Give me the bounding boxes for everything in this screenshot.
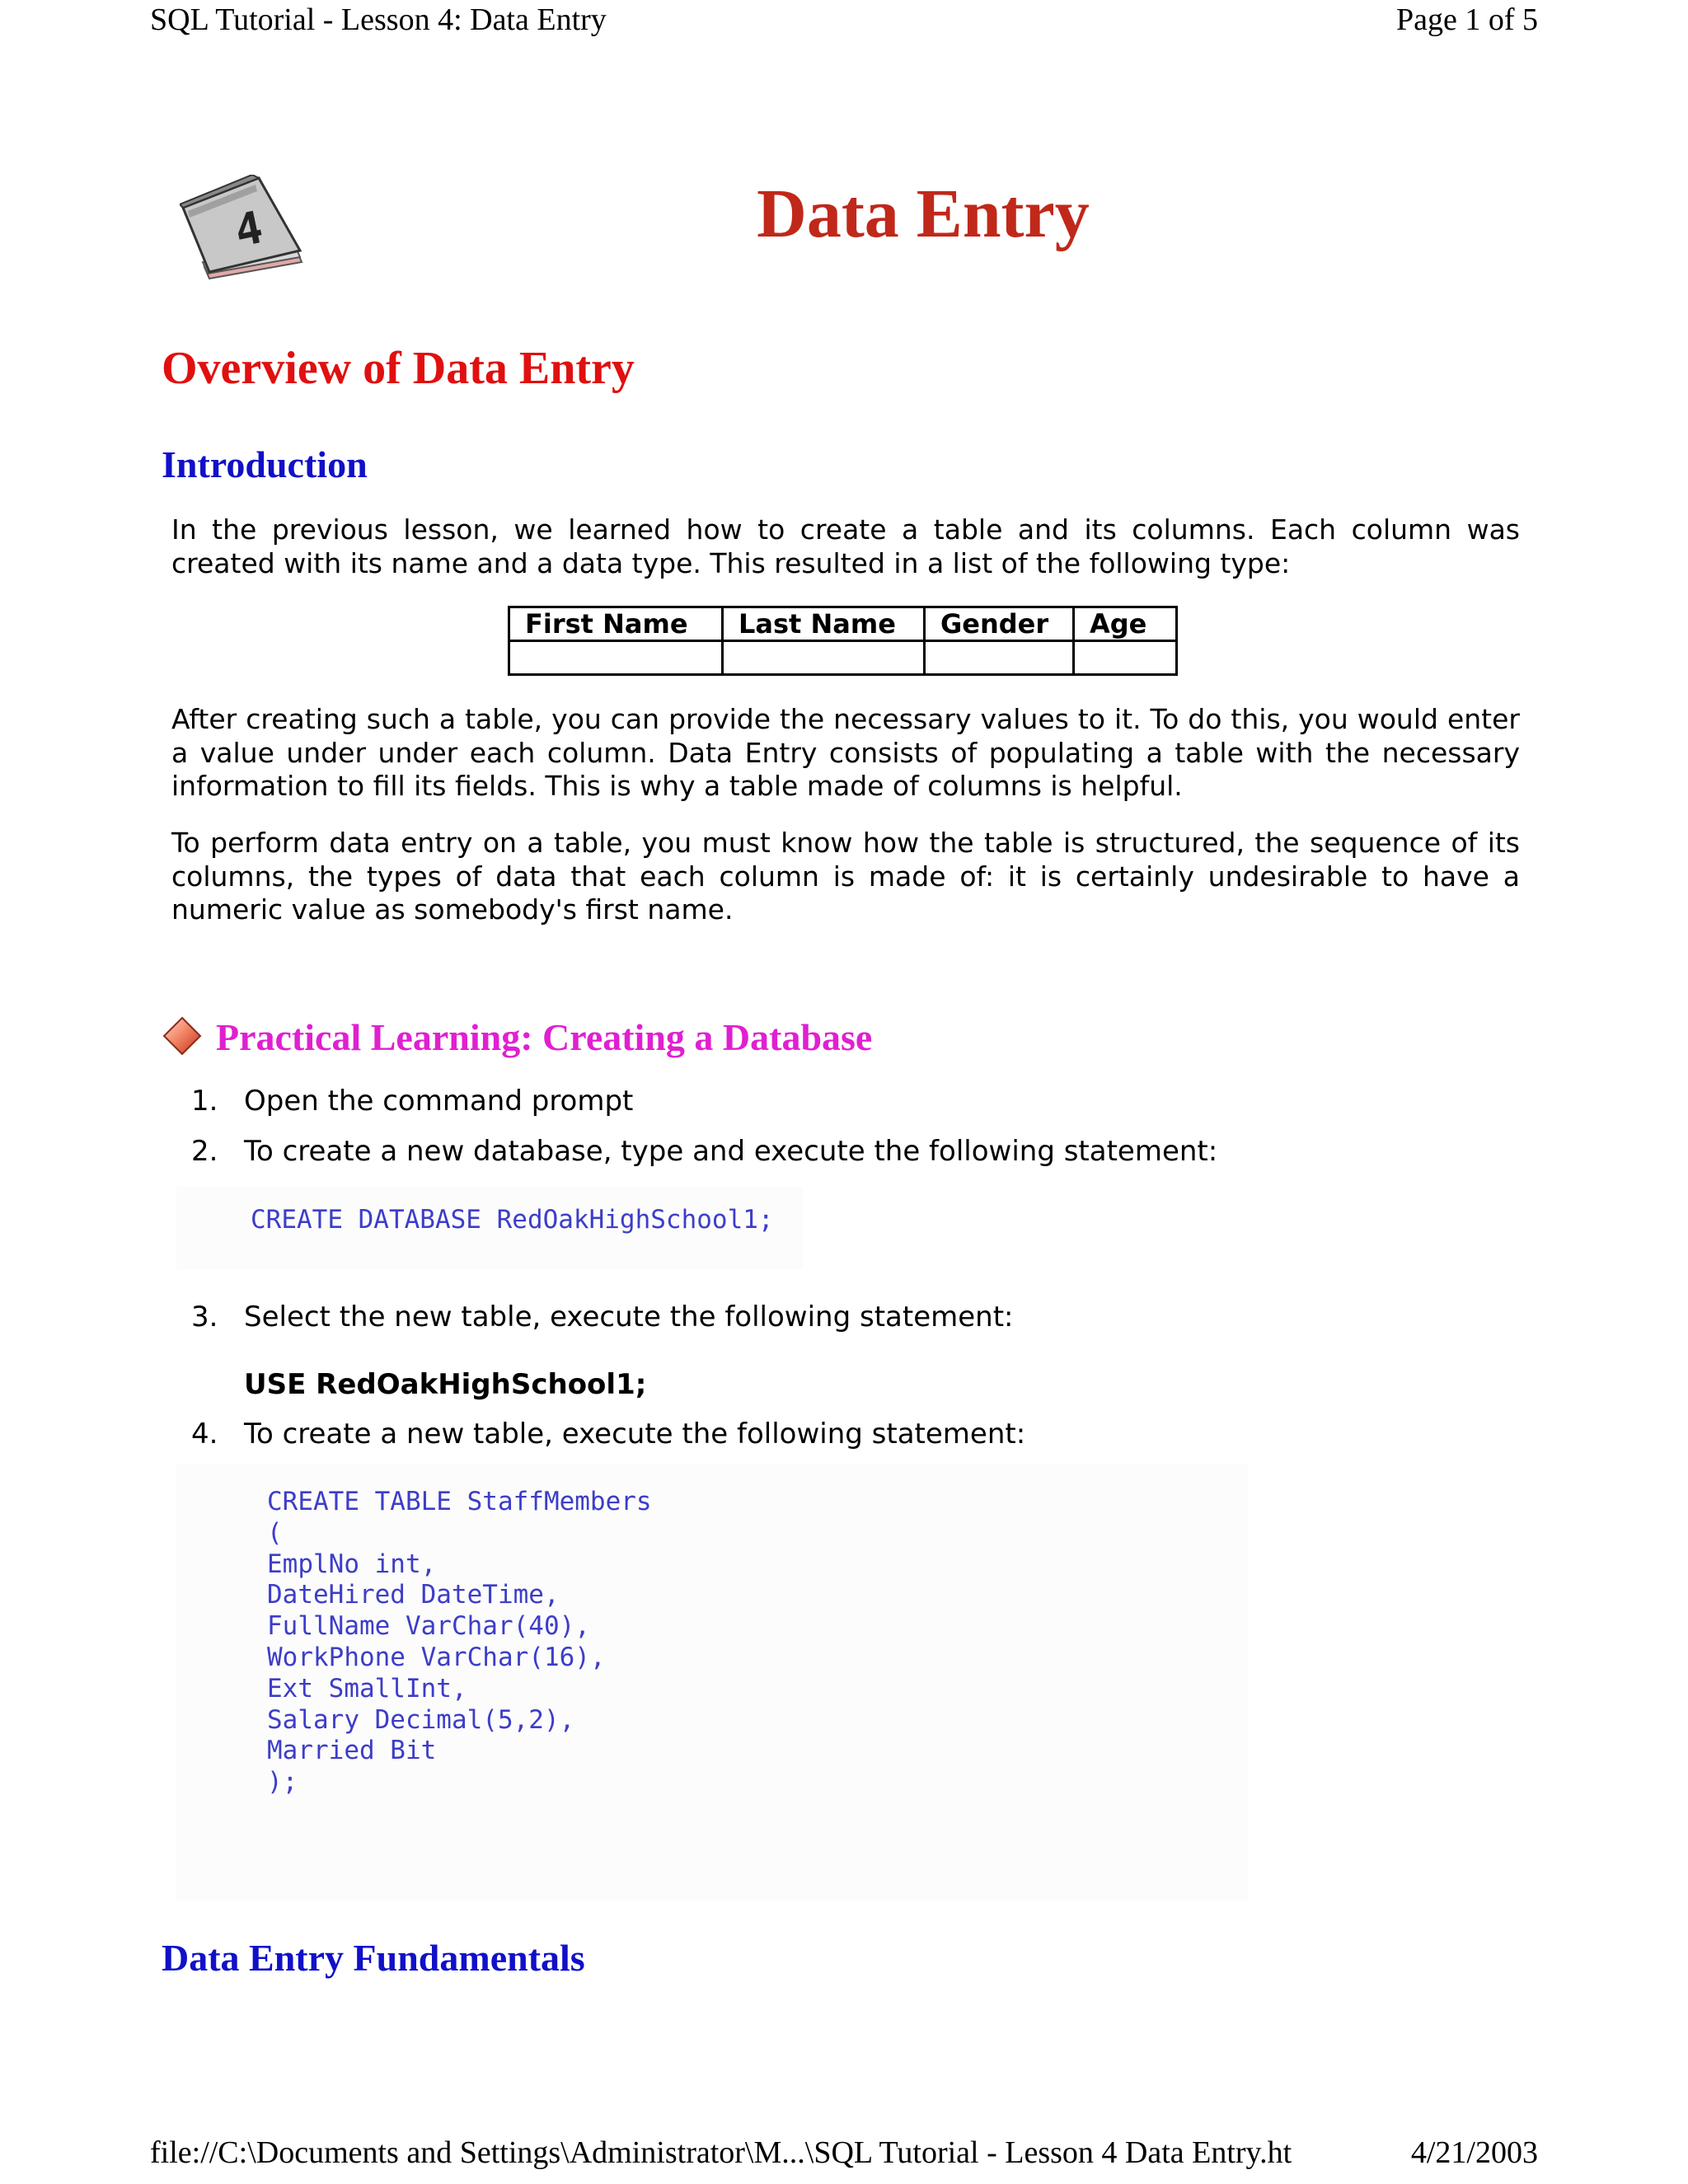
intro-paragraph-3: To perform data entry on a table, you must know how the table is structured, the sequence of its columns, the types of data that each column is made of: it is certainly undesirable to have a numeric value as somebody's first name. <box>171 827 1520 926</box>
table-cell <box>723 641 925 675</box>
table-cell <box>925 641 1074 675</box>
print-footer-path: file://C:\Documents and Settings\Administrator\M...\SQL Tutorial - Lesson 4 Data Entry.ht <box>150 2135 1292 2170</box>
step-4 <box>191 1416 1025 1452</box>
step-number: 3. <box>191 1301 218 1333</box>
table-cell <box>1074 641 1177 675</box>
column-header-age: Age <box>1074 607 1177 641</box>
step-1 <box>191 1083 633 1119</box>
code-block-create-table <box>176 1464 1248 1900</box>
code-block-create-database <box>176 1187 803 1269</box>
code-line: WorkPhone VarChar(16), <box>267 1642 606 1672</box>
overview-heading: Overview of Data Entry <box>162 343 635 394</box>
code-line: ); <box>267 1767 298 1797</box>
print-header <box>150 0 1538 41</box>
step-number: 4. <box>191 1418 218 1451</box>
table-header-row <box>509 607 1177 641</box>
step-2 <box>191 1133 1217 1169</box>
print-header-title: SQL Tutorial - Lesson 4: Data Entry <box>150 2 607 37</box>
code-line: CREATE DATABASE RedOakHighSchool1; <box>251 1205 774 1235</box>
step-number: 1. <box>191 1085 218 1118</box>
code-line: DateHired DateTime, <box>267 1580 560 1610</box>
code-line: Ext SmallInt, <box>267 1673 467 1704</box>
diamond-icon <box>162 1015 203 1057</box>
print-footer <box>150 2133 1538 2174</box>
svg-text:4: 4 <box>230 200 268 258</box>
column-demo-table <box>508 606 1178 676</box>
column-header-last-name: Last Name <box>723 607 925 641</box>
step-text: Open the command prompt <box>244 1085 634 1118</box>
code-line: Married Bit <box>267 1736 437 1766</box>
table-cell <box>509 641 723 675</box>
code-line: Salary Decimal(5,2), <box>267 1704 575 1735</box>
code-line: CREATE TABLE StaffMembers <box>267 1487 652 1516</box>
print-header-page: Page 1 of 5 <box>1395 2 1538 37</box>
use-statement: USE RedOakHighSchool1; <box>244 1368 647 1401</box>
step-text: To create a new table, execute the following statement: <box>244 1418 1026 1451</box>
introduction-heading: Introduction <box>162 443 368 485</box>
intro-paragraph-1: In the previous lesson, we learned how to create a table and its columns. Each column was created with its name and a data type. This resulted in a list of the following type: <box>171 513 1520 579</box>
step-number: 2. <box>191 1135 218 1168</box>
step-text: Select the new table, execute the following statement: <box>244 1301 1014 1333</box>
column-header-gender: Gender <box>925 607 1074 641</box>
code-line: ( <box>267 1517 283 1548</box>
step-text: To create a new database, type and execute the following statement: <box>244 1135 1218 1168</box>
column-header-first-name: First Name <box>509 607 723 641</box>
code-line: EmplNo int, <box>267 1549 437 1579</box>
fundamentals-heading: Data Entry Fundamentals <box>162 1937 585 1979</box>
print-footer-date: 4/21/2003 <box>1410 2135 1538 2170</box>
page-title: Data Entry <box>757 176 1090 252</box>
table-empty-row <box>509 641 1177 675</box>
code-line: FullName VarChar(40), <box>267 1611 590 1642</box>
step-3 <box>191 1299 1014 1335</box>
intro-paragraph-2: After creating such a table, you can provide the necessary values to it. To do this, you would enter a value under under each column. Data Entry consists of populating a table with the necessary information to fill its fields. This is why a table made of columns is helpful. <box>171 703 1520 802</box>
practical-learning-title: Practical Learning: Creating a Database <box>216 1016 873 1058</box>
